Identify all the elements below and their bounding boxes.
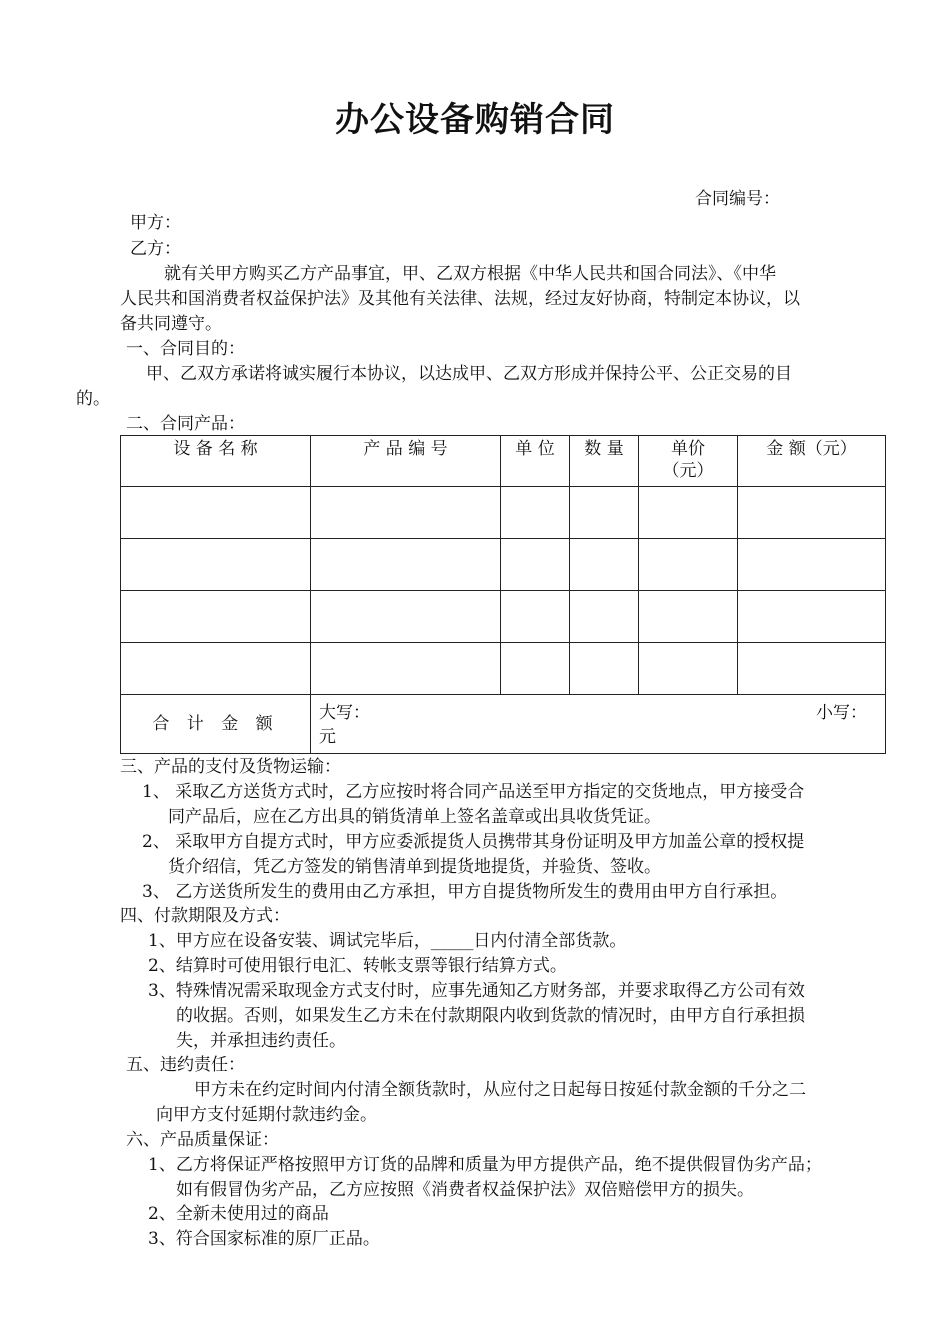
section-4-line-4: 的收据。否则，如果发生乙方未在付款期限内收到货款的情况时，由甲方自行承担损 [176,1006,805,1026]
section-6-line-2: 如有假冒伪劣产品，乙方应按照《消费者权益保护法》双倍赔偿甲方的损失。 [176,1180,754,1200]
header-equipment-name: 设 备 名 称 [121,436,311,487]
contract-number-label: 合同编号： [695,189,780,209]
section-3-line-4: 货介绍信，凭乙方签发的销售清单到提货地提货，并验货、签收。 [168,857,661,877]
section-5-line-2: 向甲方支付延期付款违约金。 [156,1105,377,1125]
document-title: 办公设备购销合同 [335,100,615,140]
party-b-label: 乙方： [130,239,181,259]
section-3-line-1: 1、 采取乙方送货方式时，乙方应按时将合同产品送至甲方指定的交货地点，甲方接受合 [142,782,805,802]
section-5-heading: 五、违约责任： [126,1055,245,1075]
yuan-label: 元 [319,727,336,747]
section-4-line-5: 失，并承担违约责任。 [176,1031,346,1051]
section-4-line-1: 1、甲方应在设备安装、调试完毕后，_____日内付清全部货款。 [148,931,627,951]
table-row [121,591,886,643]
section-5-line-1: 甲方未在约定时间内付清全额货款时，从应付之日起每日按延付款金额的千分之二 [194,1080,806,1100]
header-unit-price: 单价 （元） [639,436,738,487]
section-1-line-1: 甲、乙双方承诺将诚实履行本协议，以达成甲、乙双方形成并保持公平、公正交易的目 [146,364,792,384]
section-4-heading: 四、付款期限及方式： [120,906,290,926]
table-header-row [121,436,886,487]
header-product-code: 产 品 编 号 [311,436,501,487]
table-row [121,643,886,695]
party-a-label: 甲方： [130,213,181,233]
section-1-heading: 一、合同目的： [126,339,245,359]
total-amount-label: 合 计 金 额 [121,695,311,754]
section-4-line-2: 2、结算时可使用银行电汇、转帐支票等银行结算方式。 [148,956,567,976]
section-1-line-2: 的。 [76,389,110,409]
section-3-line-5: 3、 乙方送货所发生的费用由乙方承担，甲方自提货物所发生的费用由甲方自行承担。 [142,882,788,902]
section-6-line-1: 1、乙方将保证严格按照甲方订货的品牌和质量为甲方提供产品，绝不提供假冒伪劣产品； [148,1155,822,1175]
table-row [121,539,886,591]
intro-line-3: 备共同遵守。 [120,314,222,334]
intro-line-1: 就有关甲方购买乙方产品事宜，甲、乙双方根据《中华人民共和国合同法》、《中华 [164,264,776,284]
intro-line-2: 人民共和国消费者权益保护法》及其他有关法律、法规，经过友好协商，特制定本协议，以 [120,289,800,309]
section-4-line-3: 3、特殊情况需采取现金方式支付时，应事先通知乙方财务部，并要求取得乙方公司有效 [148,981,805,1001]
section-3-line-3: 2、 采取甲方自提方式时，甲方应委派提货人员携带其身份证明及甲方加盖公章的授权提 [142,832,805,852]
section-6-heading: 六、产品质量保证： [126,1130,279,1150]
table-row [121,487,886,539]
header-amount: 金 额（元） [738,436,886,487]
product-table [120,435,886,754]
total-amount-cell [311,695,886,754]
amount-in-words-label: 大写： [319,703,370,723]
amount-in-figures-label: 小写： [816,703,867,723]
section-3-line-2: 同产品后，应在乙方出具的销货清单上签名盖章或出具收货凭证。 [168,807,661,827]
section-3-heading: 三、产品的支付及货物运输： [120,757,341,777]
section-2-heading: 二、合同产品： [126,414,245,434]
header-unit: 单 位 [501,436,570,487]
table-total-row [121,695,886,754]
header-quantity: 数 量 [570,436,639,487]
section-6-line-3: 2、全新未使用过的商品 [148,1204,329,1224]
section-6-line-4: 3、符合国家标准的原厂正品。 [148,1229,380,1249]
